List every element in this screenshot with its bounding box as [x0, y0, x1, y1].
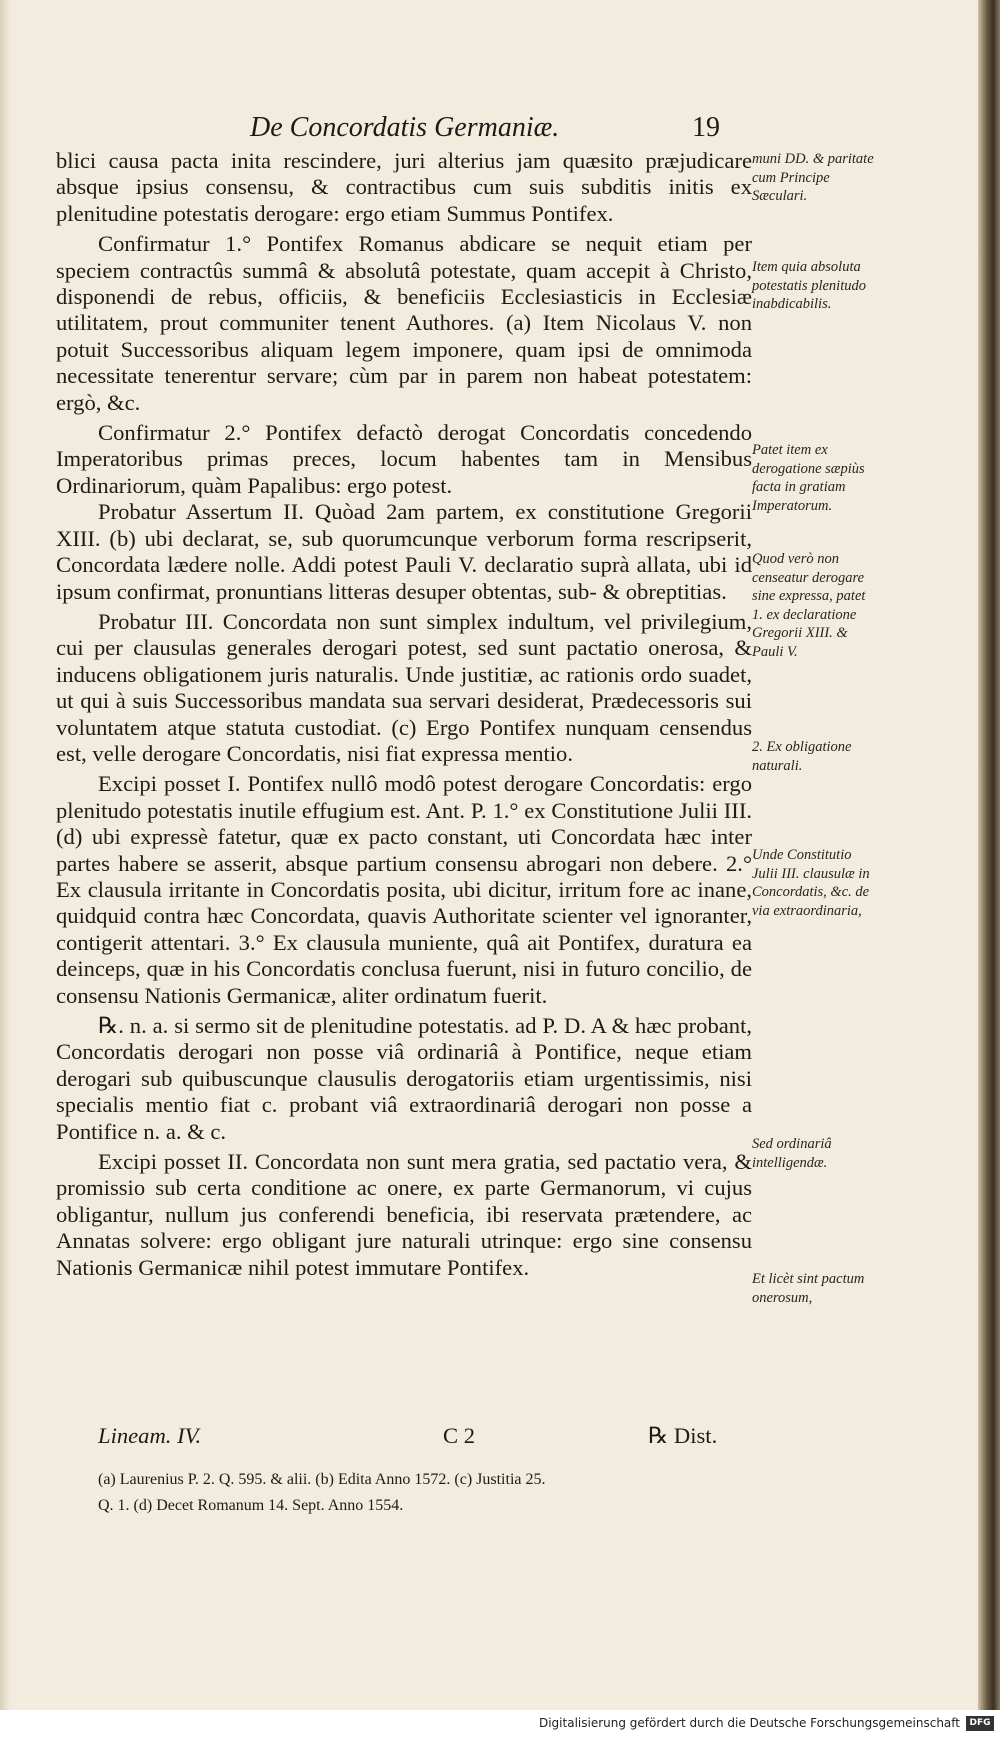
running-title: De Concordatis Germaniæ. [250, 112, 560, 143]
paragraph: blici causa pacta inita rescindere, juri alterius jam quæsito præjudicare absque ipsius consensu, & contractibus cum suis subditis initis ex plenitudine potestatis derogare: ergo etiam Summus Pontifex. [56, 148, 752, 226]
paragraph: Excipi posset II. Concordata non sunt mera gratia, sed pactatio vera, & promissio sub certa conditione ac onere, ex parte Germanorum, vi cujus obligantur, nullum jus conferendi beneficia, ibi reservata prætendere, ac Annatas solvere: ergo obligant jure naturali utrinque: ergo sine consensu Nationis Germanicæ nihil potest immutare Pontifex. [56, 1149, 752, 1280]
margin-note: Patet item ex derogatione sæpiùs facta in gratiam Imperatorum. [752, 442, 865, 514]
running-header [250, 112, 720, 152]
margin-note: 2. Ex obligatione naturali. [752, 739, 852, 774]
margin-note: Item quia absoluta potestatis plenitudo inabdicabilis. [752, 259, 866, 312]
paragraph: ℞. n. a. si sermo sit de plenitudine potestatis. ad P. D. A & hæc probant, Concordatis derogari non posse viâ ordinariâ à Pontifice, neque etiam derogari sub quibuscunque clausulis derogatoriis etiam urgentissimis, nisi specialis mentio fiat c. probant viâ extraordinariâ derogari non posse a Pontifice n. a. & c. [56, 1013, 752, 1144]
margin-note: Unde Constitutio Julii III. clausulæ in Concordatis, &c. de via extraordinaria, [752, 847, 870, 919]
page-number: 19 [692, 112, 720, 143]
margin-note: muni DD. & paritate cum Principe Sæculari. [752, 151, 874, 204]
paragraph: Probatur III. Concordata non sunt simplex indultum, vel privilegium, cui per clausulas generales derogari potest, sed sunt pactatio onerosa, & inducens obligationem juris naturalis. Unde justitiæ, ac rationis ordo suadet, ut qui à suis Successoribus mandata sua servari desiderat, Prædecessoris sui voluntatem atque statuta custodiat. (c) Ergo Pontifex nunquam censendus est, velle derogare Concordatis, nisi fiat expressa mentio. [56, 608, 752, 766]
signature-mark: C 2 [443, 1423, 476, 1448]
main-text [56, 148, 752, 1281]
catchword: ℞ Dist. [648, 1423, 718, 1448]
dfg-logo-icon: DFG [966, 1716, 994, 1731]
margin-note: Quod verò non censeatur derogare sine expressa, patet 1. ex declaratione Gregorii XIII. & Pauli V. [752, 551, 866, 660]
credit-bar [0, 1710, 1000, 1738]
page-foot-line [98, 1423, 728, 1451]
footnotes [98, 1467, 778, 1519]
margin-note: Sed ordinariâ intelligendæ. [752, 1136, 832, 1171]
book-edge [978, 0, 1000, 1710]
footnote-line: (a) Laurenius P. 2. Q. 595. & alii. (b) Edita Anno 1572. (c) Justitia 25. [98, 1471, 546, 1488]
page-gutter [0, 0, 10, 1710]
paragraph: Confirmatur 2.° Pontifex defactò derogat Concordatis concedendo Imperatoribus primas preces, locum habentes tam in Mensibus Ordinariorum, quàm Papalibus: ergo potest. [56, 420, 752, 498]
paragraph: Excipi posset I. Pontifex nullô modô potest derogare Concordatis: ergo plenitudo potestatis inutile effugium est. Ant. P. 1.° ex Constitutione Julii III. (d) ubi expressè fatetur, quæ ex pacto constant, uti Concordata hæc inter partes habere se asserit, absque partium consensu abrogari non debere. 2.° Ex clausula irritante in Concordatis posita, ubi dicitur, irritum fore ac inane, quidquid contra hæc Concordata, quavis Authoritate scienter vel ignoranter, contigerit attentari. 3.° Ex clausula muniente, quâ ait Pontifex, duratura ea deinceps, quæ in his Concordatis conclusa fuerunt, nisi in futuro concilio, de consensu Nationis Germanicæ, aliter ordinatum fuerit. [56, 771, 752, 1008]
paragraph: Confirmatur 1.° Pontifex Romanus abdicare se nequit etiam per speciem contractûs summâ & absolutâ potestate, quam accepit à Christo, disponendi de rebus, officiis, & beneficiis Ecclesiasticis in Ecclesiæ utilitatem, prout communiter tenent Authores. (a) Item Nicolaus V. non potuit Successoribus aliquam legem imponere, quam ipsi de omnimoda necessitate tenerentur servare; cùm par in parem non habeat potestatem: ergò, &c. [56, 231, 752, 415]
footnote-line: Q. 1. (d) Decet Romanum 14. Sept. Anno 1554. [98, 1497, 404, 1514]
paragraph: Probatur Assertum II. Quòad 2am partem, ex constitutione Gregorii XIII. (b) ubi declarat, se, sub quorumcunque verborum forma rescripserit, Concordata lædere nolle. Addi potest Pauli V. declaratio suprà allata, ubi id ipsum confirmat, pronuntians litteras desuper obtentas, sub- & obreptitias. [56, 499, 752, 604]
credit-text: Digitalisierung gefördert durch die Deutsche Forschungsgemeinschaft [538, 1716, 960, 1730]
margin-note: Et licèt sint pactum onerosum, [752, 1271, 865, 1306]
foot-left-text: Lineam. IV. [98, 1423, 202, 1448]
